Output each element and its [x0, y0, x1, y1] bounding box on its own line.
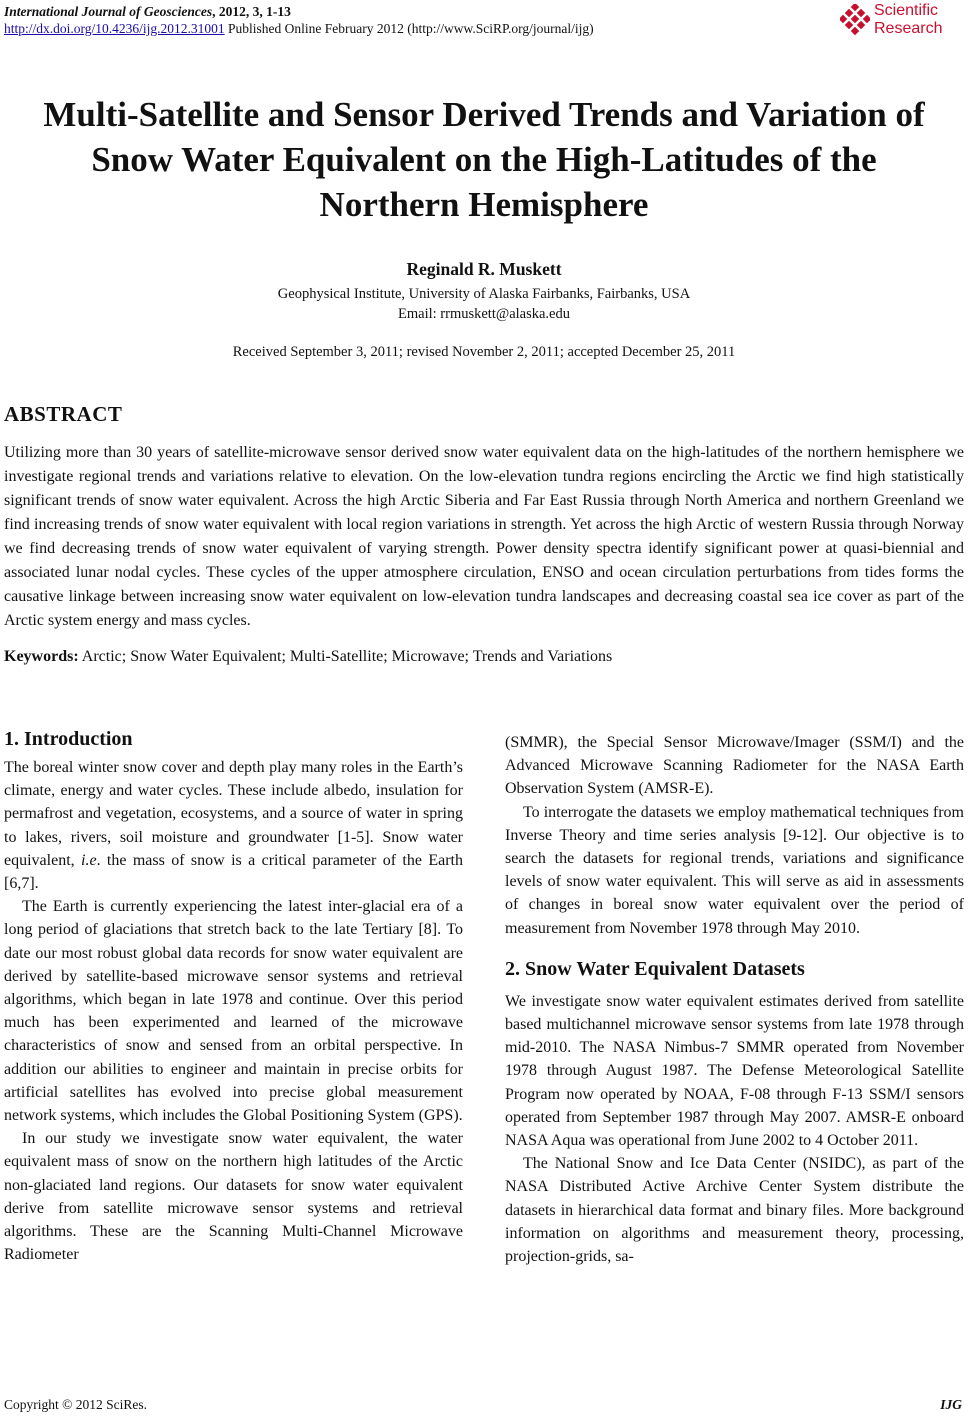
paper-title: [0, 92, 968, 227]
paragraph-text: . the mass of snow is a critical parameter of the Earth [6,7].: [4, 851, 463, 893]
scientific-research-logo: [840, 2, 962, 42]
paragraph: [4, 756, 463, 895]
title-line: Northern Hemisphere: [319, 185, 649, 224]
paragraph: (SMMR), the Special Sensor Microwave/Imager (SSM/I) and the Advanced Microwave Scanning Radiometer for the NASA Earth Observation System (AMSR-E).: [505, 734, 964, 798]
abstract-text: Utilizing more than 30 years of satellite-microwave sensor derived snow water equivalent data on the high-latitudes of the northern hemisphere we investigate regional trends and variations relative to elevation. On the low-elevation tundra regions encircling the Arctic we find high statistically significant trends of snow water equivalent. Across the high Arctic Siberia and Far East Russia through North America and northern Greenland we find increasing trends of snow water equivalent with local region variations in strength. Yet across the high Arctic of western Russia through Norway we find decreasing trends of snow water equivalent of varying strength. Power density spectra identify significant power at quasi-biennial and associated lunar nodal cycles. These cycles of the upper atmosphere circulation, ENSO and ocean circulation perturbations from tides forms the causative linkage between increasing snow water equivalent on low-elevation tundra landscapes and decreasing coastal sea ice cover as part of the Arctic system energy and mass cycles.: [4, 444, 964, 629]
logo-line-1: Scientific: [874, 2, 939, 19]
keywords: [4, 645, 964, 669]
logo-diamond-icon: [840, 4, 870, 40]
published-text: Published Online February 2012 (http://www.SciRP.org/journal/ijg): [224, 21, 594, 36]
abstract-heading: ABSTRACT: [4, 402, 123, 426]
keywords-list: Arctic; Snow Water Equivalent; Multi-Satellite; Microwave; Trends and Variations: [78, 648, 613, 665]
journal-citation: [4, 3, 291, 20]
paragraph-text: The boreal winter snow cover and depth play many roles in the Earth’s climate, energy and water cycles. These include albedo, insulation for permafrost and vegetation, ecosystems, and a source of water in spring to lakes, rivers, soil moisture and groundwater [1-5]. Snow water equivalent,: [4, 759, 463, 869]
paragraph: The Earth is currently experiencing the latest inter-glacial era of a long period of glaciations that stretch back to the late Tertiary [8]. To date our most robust global data records for snow water equivalent are derived by satellite-based microwave sensor systems and retrieval algorithms, which began in late 1978 and continue. Over this period much has been experimented and learned of the microwave characteristics of snow and sensed from an orbital perspective. In addition our abilities to engineer and maintain in precise orbits for artificial satellites has evolved into precise global measurement network systems, which includes the Global Positioning System (GPS).: [4, 898, 463, 1125]
title-line: Snow Water Equivalent on the High-Latitudes of the: [91, 140, 877, 179]
copyright-notice: Copyright © 2012 SciRes.: [4, 1397, 148, 1412]
italic-text: i.e: [81, 851, 97, 869]
logo-line-2: Research: [874, 20, 943, 37]
title-line: Multi-Satellite and Sensor Derived Trends and Variation of: [43, 95, 925, 134]
affiliation: Geophysical Institute, University of Alaska Fairbanks, Fairbanks, USA: [277, 286, 691, 302]
author-name: Reginald R. Muskett: [406, 259, 562, 279]
left-column: [4, 726, 463, 1266]
doi-line: [4, 20, 594, 37]
keywords-label: Keywords:: [4, 648, 79, 665]
logo-text: [874, 2, 942, 38]
paragraph: The National Snow and Ice Data Center (NSIDC), as part of the NASA Distributed Active Archive Center System distribute the datasets in hierarchical data format and binary files. More background information on algorithms and measurement theory, processing, projection-grids, sa-: [505, 1155, 964, 1266]
section-heading-introduction: 1. Introduction: [4, 728, 133, 750]
journal-name: International Journal of Geosciences: [4, 4, 213, 19]
author-affiliation-block: [0, 284, 968, 324]
email: Email: rrmuskett@alaska.edu: [398, 306, 570, 322]
section-heading-datasets: 2. Snow Water Equivalent Datasets: [505, 957, 805, 980]
paragraph: In our study we investigate snow water equivalent, the water equivalent mass of snow on the northern high latitudes of the Arctic non-glaciated land regions. Our datasets for snow water equivalent derive from satellite microwave sensor systems and retrieval algorithms. These are the Scanning Multi-Channel Microwave Radiometer: [4, 1130, 463, 1264]
paragraph: To interrogate the datasets we employ mathematical techniques from Inverse Theory and time series analysis [9-12]. Our objective is to search the datasets for regional trends, variations and significance levels of snow water equivalent. This will serve as aid in assessments of changes in boreal snow water equivalent over the period of measurement from November 1978 through May 2010.: [505, 803, 964, 937]
right-column: [505, 731, 964, 1268]
journal-issue: , 2012, 3, 1-13: [212, 4, 291, 19]
doi-link[interactable]: http://dx.doi.org/10.4236/ijg.2012.31001: [4, 21, 225, 36]
journal-abbreviation: IJG: [940, 1397, 962, 1412]
paragraph: We investigate snow water equivalent estimates derived from satellite based multichannel microwave sensor systems from late 1978 through mid-2010. The NASA Nimbus-7 SMMR operated from November 1978 through August 1987. The Defense Meteorological Satellite Program now operated by NOAA, F-08 through F-13 SSM/I sensors operated from September 1987 through May 2007. AMSR-E onboard NASA Aqua was operational from June 2002 to 4 October 2011.: [505, 992, 964, 1150]
received-dates: Received September 3, 2011; revised November 2, 2011; accepted December 25, 2011: [232, 344, 736, 360]
